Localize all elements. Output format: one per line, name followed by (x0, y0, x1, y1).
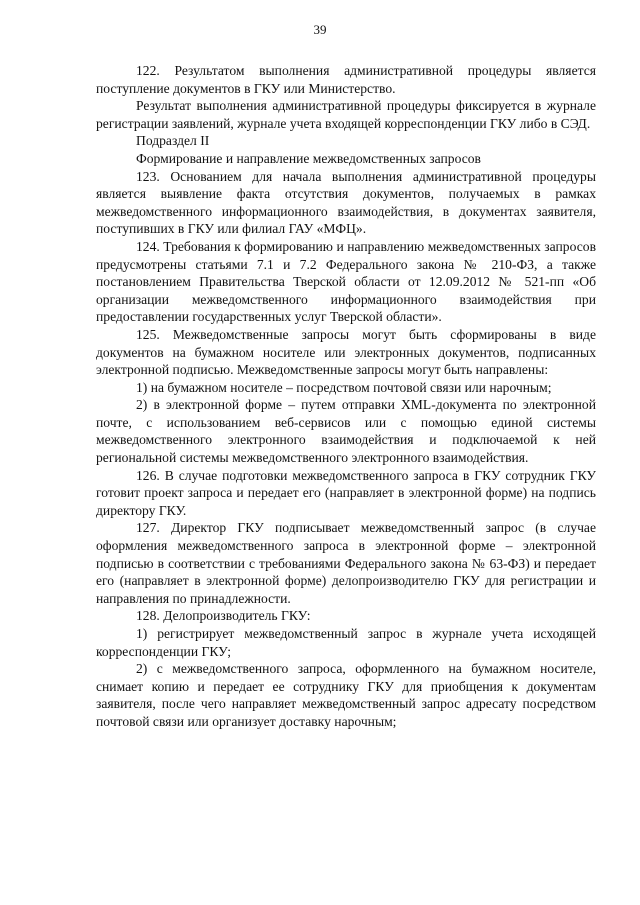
page-content (96, 62, 596, 731)
paragraph-127: 127. Директор ГКУ подписывает межведомственный запрос (в случае оформления межведомственного запроса в электронной форме – электронной подписью в соответствии с требованиями Федерального закона № 63-ФЗ) и передает его (направляет в электронной форме) делопроизводителю ГКУ для регистрации и направления по принадлежности. (96, 520, 596, 606)
paragraph-128-item-1: 1) регистрирует межведомственный запрос в журнале учета исходящей корреспонденции ГКУ; (96, 626, 596, 659)
paragraph-128: 128. Делопроизводитель ГКУ: (136, 608, 311, 624)
paragraph-125-item-1: 1) на бумажном носителе – посредством почтовой связи или нарочным; (136, 379, 552, 395)
subsection-title: Подраздел II (136, 133, 210, 149)
paragraph-124: 124. Требования к формированию и направлению межведомственных запросов предусмотрены статьями 7.1 и 7.2 Федерального закона № 210-ФЗ, а также постановлением Правительства Тверской области от 12.09.2012 № 521-пп «Об организации межведомственного информационного взаимодействия при предоставлении государственных услуг Тверской области». (96, 238, 596, 325)
paragraph-125: 125. Межведомственные запросы могут быть сформированы в виде документов на бумажном носителе или электронных документов, подписанных электронной подписью. Межведомственные запросы могут быть направлены: (96, 326, 596, 378)
paragraph-123: 123. Основанием для начала выполнения административной процедуры является выявление факта отсутствия документов, получаемых в рамках межведомственного информационного взаимодействия, в документах заявителя, поступивших в ГКУ или филиал ГАУ «МФЦ». (96, 168, 596, 237)
paragraph-result-record: Результат выполнения административной процедуры фиксируется в журнале регистрации заявлений, журнале учета входящей корреспонденции ГКУ либо в СЭД. (96, 98, 596, 131)
paragraph-128-item-2: 2) с межведомственного запроса, оформленного на бумажном носителе, снимает копию и передает ее сотруднику ГКУ для приобщения к документам заявителя, после чего направляет межведомственный запрос адресату посредством почтовой связи или организует доставку нарочным; (96, 661, 596, 729)
paragraph-122: 122. Результатом выполнения административной процедуры является поступление документов в ГКУ или Министерство. (96, 63, 596, 96)
paragraph-125-item-2: 2) в электронной форме – путем отправки XML-документа по электронной почте, с использованием веб-сервисов или с помощью единой системы межведомственного электронного взаимодействия и подключаемой к ней региональной системы межведомственного электронного взаимодействия. (96, 397, 596, 466)
subsection-name: Формирование и направление межведомственных запросов (136, 150, 481, 166)
paragraph-126: 126. В случае подготовки межведомственного запроса в ГКУ сотрудник ГКУ готовит проект запроса и передает его (направляет в электронной форме) на подпись директору ГКУ. (96, 467, 596, 518)
page-number: 39 (313, 22, 327, 37)
